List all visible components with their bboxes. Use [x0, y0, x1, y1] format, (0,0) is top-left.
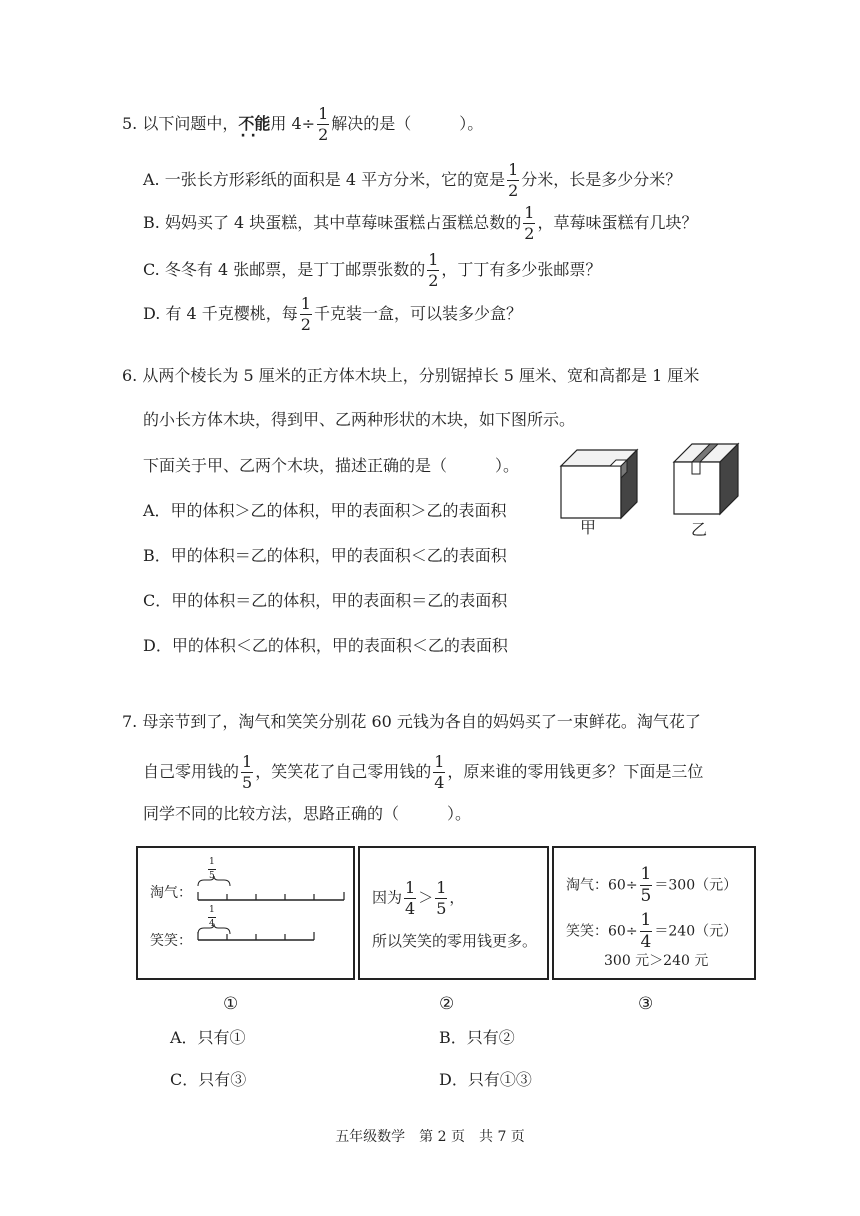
box-label-2: ②	[439, 994, 455, 1014]
q6-line3: 下面关于甲、乙两个木块，描述正确的是（ ）。	[143, 456, 520, 475]
block-jia-figure	[555, 440, 645, 520]
fraction: $\frac{1}{2}$	[428, 250, 439, 290]
q5-option-c[interactable]: C. 冬冬有 4 张邮票，是丁丁邮票张数的 $\frac{1}{2}$ ，丁丁有多少张邮票？	[143, 250, 602, 290]
fraction: $\frac{1}{2}$	[318, 104, 329, 144]
fraction: $\frac{1}{2}$	[508, 160, 519, 200]
q7-line3: 同学不同的比较方法，思路正确的（ ）。	[143, 804, 472, 823]
box1-fraction-fifth: $\frac{1}{5}$	[209, 857, 215, 881]
q6-line1: 6. 从两个棱长为 5 厘米的正方体木块上，分别锯掉长 5 厘米、宽和高都是 1 厘米	[122, 366, 700, 385]
q7-option-a[interactable]: A．只有①	[170, 1028, 246, 1047]
q6-option-b[interactable]: B．甲的体积＝乙的体积，甲的表面积＜乙的表面积	[143, 546, 507, 565]
q5-option-d[interactable]: D. 有 4 千克樱桃，每 $\frac{1}{2}$ 千克装一盒，可以装多少盒？	[143, 294, 522, 334]
fraction: $\frac{1}{4}$	[434, 752, 445, 792]
fraction: $\frac{1}{2}$	[300, 294, 311, 334]
q7-line1: 7. 母亲节到了，淘气和笑笑分别花 60 元钱为各自的妈妈买了一束鲜花。淘气花了	[122, 712, 701, 731]
box1-xiaoxiao-label: 笑笑：	[150, 933, 192, 949]
box3-row3: 300 元＞240 元	[604, 953, 709, 969]
q7-line2: 自己零用钱的 $\frac{1}{5}$ ，笑笑花了自己零用钱的 $\frac{1}{4}$ ，原来谁的零用钱更多？下面是三位	[143, 752, 704, 792]
fraction: $\frac{1}{5}$	[242, 752, 253, 792]
fraction: $\frac{1}{2}$	[524, 203, 535, 243]
q7-option-c[interactable]: C．只有③	[170, 1070, 247, 1089]
page-footer: 五年级数学 第 2 页 共 7 页	[335, 1129, 525, 1145]
q6-option-a[interactable]: A．甲的体积＞乙的体积，甲的表面积＞乙的表面积	[143, 501, 507, 520]
box1-fraction-quarter: $\frac{1}{4}$	[209, 905, 215, 929]
box3-row2: 笑笑：60÷ $\frac{1}{4}$ ＝240（元）	[566, 910, 738, 952]
q6-option-c[interactable]: C．甲的体积＝乙的体积，甲的表面积＝乙的表面积	[143, 591, 508, 610]
block-yi-figure	[668, 438, 748, 520]
q6-option-d[interactable]: D．甲的体积＜乙的体积，甲的表面积＜乙的表面积	[143, 636, 508, 655]
box1-segment-diagram	[194, 874, 350, 946]
box2-line2: 所以笑笑的零用钱更多。	[372, 932, 538, 950]
q5-option-b[interactable]: B. 妈妈买了 4 块蛋糕，其中草莓味蛋糕占蛋糕总数的 $\frac{1}{2}$ ，草莓味蛋糕有几块？	[143, 203, 698, 243]
q5-emphasis: 不能 · ·	[238, 114, 270, 133]
box-label-1: ①	[223, 994, 239, 1014]
block-jia-label: 甲	[580, 518, 597, 537]
q6-line2: 的小长方体木块，得到甲、乙两种形状的木块，如下图所示。	[143, 410, 576, 429]
q7-option-d[interactable]: D．只有①③	[439, 1070, 532, 1089]
box1-taoqi-label: 淘气：	[150, 885, 192, 901]
q7-option-b[interactable]: B．只有②	[439, 1028, 515, 1047]
q5-option-a[interactable]: A. 一张长方形彩纸的面积是 4 平方分米，它的宽是 $\frac{1}{2}$ 分米，长是多少分米？	[143, 160, 682, 200]
box3-row1: 淘气：60÷ $\frac{1}{5}$ ＝300（元）	[566, 864, 738, 906]
q5-stem: 5. 以下问题中，不能 · ·用 4÷ $\frac{1}{2}$ 解决的是（ ）。	[122, 106, 483, 143]
box-label-3: ③	[638, 994, 654, 1014]
box2-line1: 因为 $\frac{1}{4}$ ＞ $\frac{1}{5}$ ，	[372, 878, 465, 918]
block-yi-label: 乙	[691, 520, 708, 539]
